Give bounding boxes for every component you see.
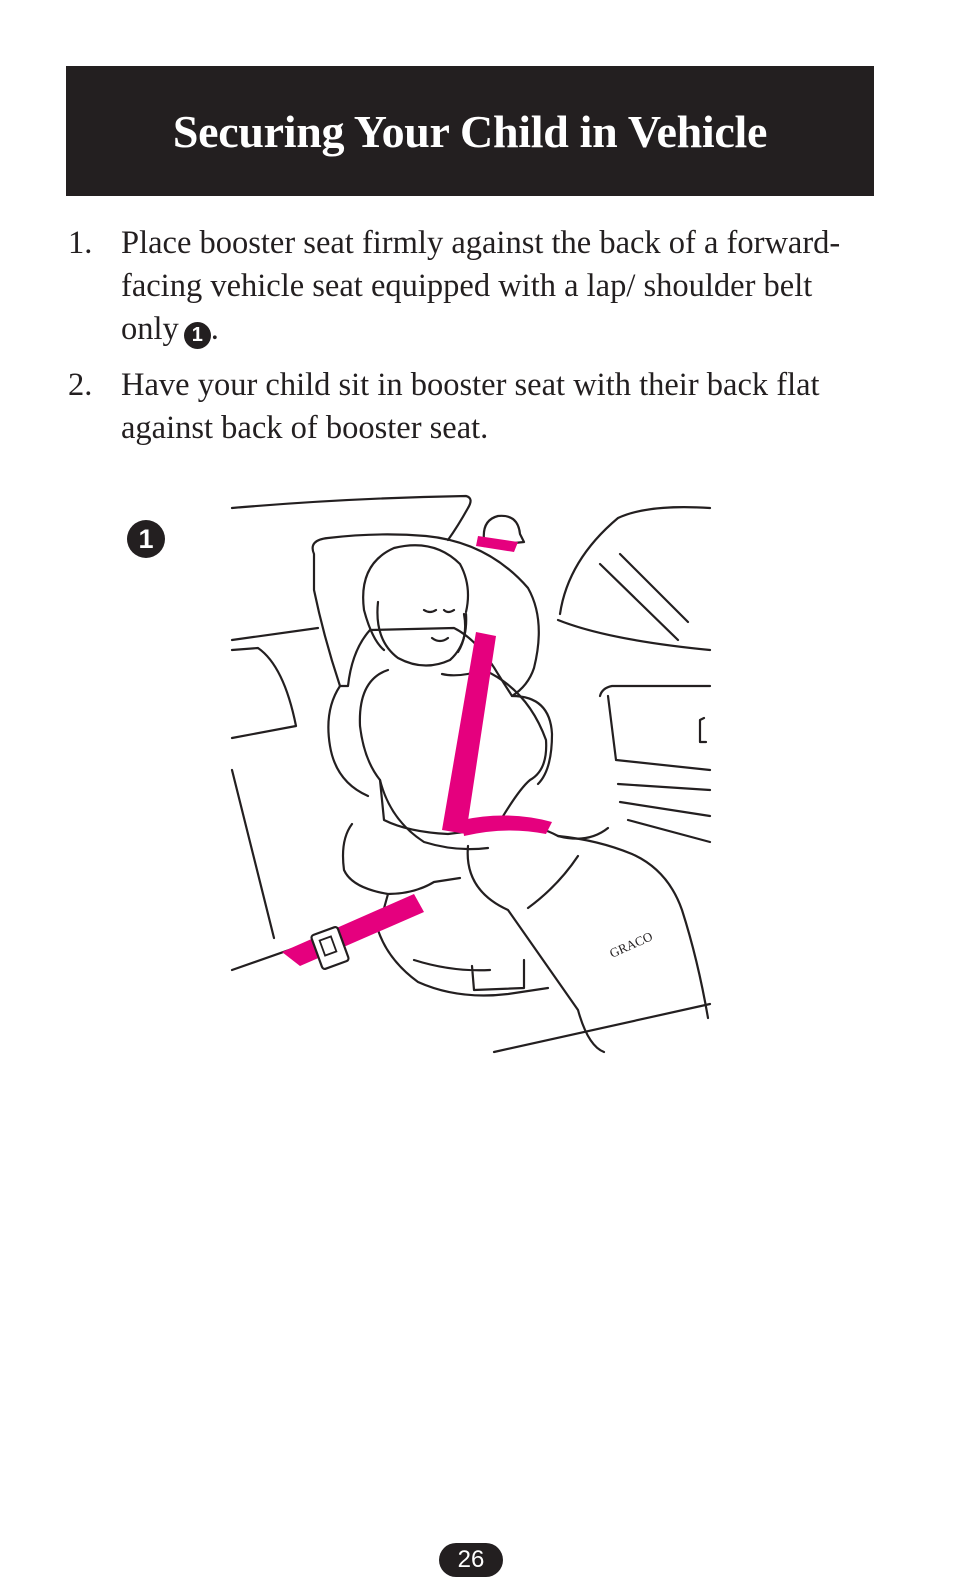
brand-mark: GRACO [607,928,655,961]
child-face [377,602,466,666]
child-legs [468,836,708,1052]
shoulder-belt [442,632,496,834]
child-hair [363,545,468,652]
vehicle-window [558,507,710,650]
page-title: Securing Your Child in Vehicle [172,105,768,157]
figure-callout-badge: 1 [127,520,165,558]
page-number: 26 [439,1543,503,1577]
instruction-step-1 [68,222,868,351]
vehicle-door [600,686,710,842]
instruction-step-2 [68,364,868,450]
step-text: Have your child sit in booster seat with their back flat against back of booster seat. [121,367,820,446]
figure-reference-badge: 1 [184,322,211,349]
step-text: Place booster seat firmly against the back of a forward-facing vehicle seat equipped with a lap/ shoulder belt only [121,225,841,347]
lap-belt [462,815,552,836]
seat-belt [282,536,552,966]
instruction-list [68,222,868,463]
step-number: 2. [68,367,93,403]
page-header [66,66,874,196]
booster-seat-back [313,534,539,696]
lower-belt [282,894,424,966]
step-number: 1. [68,225,93,261]
booster-seat-base [343,824,548,996]
upper-belt-anchor [476,536,518,552]
step-suffix: . [210,311,219,347]
child-in-booster-seat-illustration [228,490,712,1055]
vehicle-roof-line [232,496,471,540]
